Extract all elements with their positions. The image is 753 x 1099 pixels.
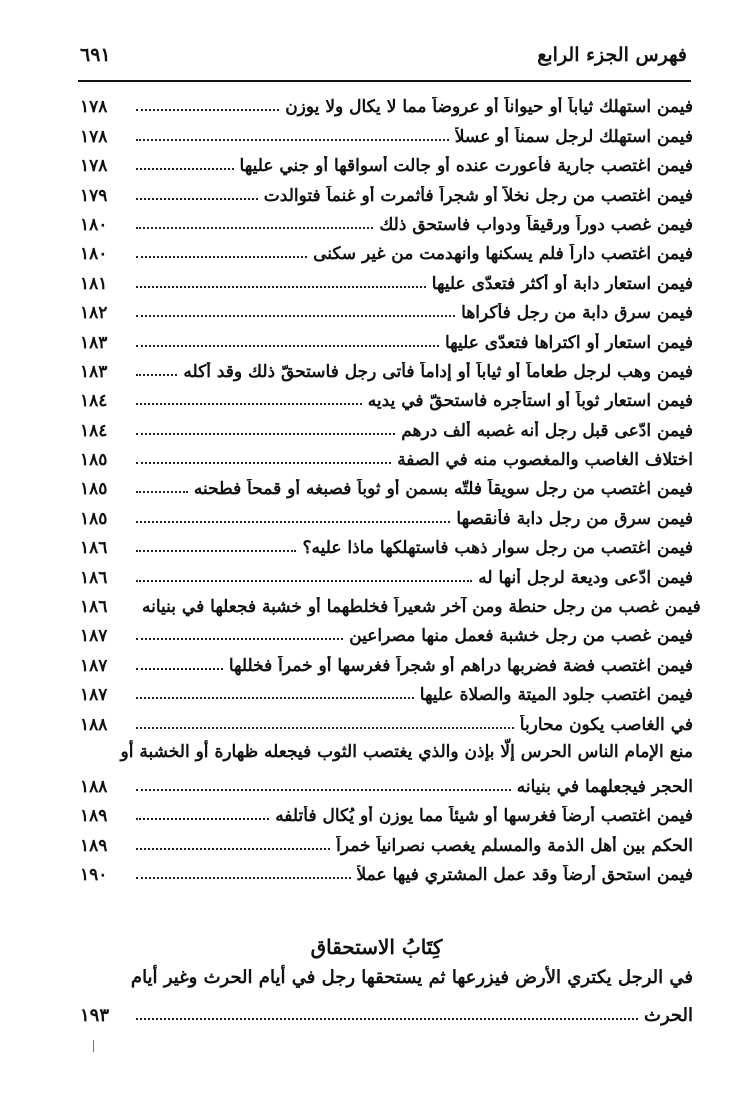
leader-dots [136,446,391,466]
entry-page-number: ١٨٨ [80,714,108,735]
entry-text: فيمن اغتصب من رجل نخلاً أو شجراً فأثمرت أو غنماً فتوالدت [263,185,693,206]
entry-page-number: ١٧٨ [80,156,108,177]
entry-page-number: ١٧٩ [80,185,108,206]
entry-text: فيمن غصب دوراً ورقيقاً ودواب فاستحق ذلك [379,214,693,235]
entry-page-number: ١٨٦ [80,597,108,618]
index-entry [80,441,693,470]
entry-text: فيمن استعار أو اكتراها فتعدّى عليها [444,332,693,353]
leader-dots [136,564,472,584]
entry-page-number: ١٨٧ [80,626,108,647]
leader-dots [136,773,511,793]
index-entry [80,676,693,705]
entry-text-line1: منع الإمام الناس الحرس إلّا بإذن والذي يغتصب الثوب فيجعله ظهارة أو الخشبة أو [120,741,693,762]
header-page-number: ٦٩١ [80,44,111,66]
entry-text: في الغاصب يكون محارباً [519,714,693,735]
entry-page-number: ١٨٣ [80,361,108,382]
index-entry [80,411,693,440]
index-entries [80,88,701,735]
index-entry [80,206,693,235]
entry-page-number: ١٩٠ [80,864,108,885]
leader-dots [136,1002,638,1022]
entry-page-number: ١٧٨ [80,97,108,118]
entry-row [80,767,693,797]
index-entry [80,264,693,293]
entry-text: فيمن اغتصب من رجل سويقاً فلتّه بسمن أو ثوباً فصبغه أو قمحاً فطحنه [193,479,693,500]
leader-dots [136,270,426,290]
leader-dots [136,681,414,701]
leader-dots [136,711,514,731]
leader-dots [136,240,307,260]
leader-dots [136,534,296,554]
index-entry [80,147,693,176]
index-entry [80,826,693,855]
margin-mark [93,1040,94,1052]
index-entries-continued [80,797,693,885]
entry-page-number: ١٨٠ [80,214,108,235]
entry-text: فيمن سرق من رجل دابة فأنقصها [456,508,693,529]
leader-dots [136,358,177,378]
entry-text: فيمن استهلك لرجل سمناً أو عسلاً [454,126,693,147]
index-entry [80,588,701,618]
entry-text: فيمن اغتصب أرضاً فغرسها أو شيئاً مما يوزن أو يُكال فأتلفه [275,806,693,827]
leader-dots [136,211,373,231]
entry-text: فيمن استهلك ثياباً أو حيواناً أو عروضاً مما لا يكال ولا يوزن [285,97,693,118]
leader-dots [136,622,343,642]
entry-page-number: ١٨٥ [80,450,108,471]
entry-text: اختلاف الغاصب والمغصوب منه في الصفة [397,450,693,471]
entry-text: الحكم بين أهل الذمة والمسلم يغصب نصرانياً خمراً [336,835,693,856]
entry-text: فيمن غصب من رجل خشبة فعمل منها مصراعين [349,626,693,647]
entry-text: فيمن اغتصب جارية فأعورت عنده أو جالت أسواقها أو جني عليها [239,156,693,177]
section-title: كِتَابُ الاستحقاق [310,935,443,959]
entry-page-number: ١٨٠ [80,244,108,265]
leader-dots [136,152,234,172]
entry-page-number: ١٨١ [80,273,108,294]
leader-dots [136,387,362,407]
entry-page-number: ١٨٩ [80,835,108,856]
entry-text: فيمن اغتصب جلود الميتة والصلاة عليها [419,685,693,706]
entry-text: فيمن استحق أرضاً وقد عمل المشتري فيها عملاً [356,864,693,885]
entry-text: فيمن ادّعى قبل رجل أنه غصبه ألف درهم [401,420,693,441]
index-entry [80,529,693,558]
leader-dots [136,802,269,822]
index-entry [80,646,693,675]
entry-page-number: ١٨٤ [80,420,108,441]
index-entry [80,235,693,264]
entry-text: فيمن اغتصب من رجل سوار ذهب فاستهلكها ماذا عليه؟ [302,538,693,559]
index-entry [80,499,693,528]
entry-page-number: ١٨٢ [80,303,108,324]
entry-page-number: ١٧٨ [80,126,108,147]
index-entry [80,856,693,885]
index-entry [80,382,693,411]
entry-text: فيمن وهب لرجل طعاماً أو ثياباً أو إداماً فأتى رجل فاستحقّ ذلك وقد أكله [183,361,693,382]
entry-text: فيمن غصب من رجل حنطة ومن آخر شعيراً فخلطهما أو خشبة فجعلها في بنيانه [142,597,701,618]
entry-page-number: ١٨٧ [80,655,108,676]
leader-dots [136,832,330,852]
entry-page-number: ١٨٥ [80,508,108,529]
entry-text: فيمن ادّعى وديعة لرجل أنها له [478,567,693,588]
index-entry [80,117,693,146]
entry-page-number: ١٩٣ [80,1005,110,1026]
header-title: فهرس الجزء الرابع [537,44,687,66]
leader-dots [136,93,279,113]
entry-text: فيمن استعار ثوباً أو استأجره فاستحقّ في يديه [367,391,693,412]
entry-page-number: ١٨٦ [80,567,108,588]
leader-dots [136,652,223,672]
entry-page-number: ١٨٩ [80,806,108,827]
index-entry [80,294,693,323]
index-entry [80,558,693,587]
entry-page-number: ١٨٦ [80,538,108,559]
entry-text-line1: في الرجل يكتري الأرض فيزرعها ثم يستحقها رجل في أيام الحرث وغير أيام [130,967,693,988]
page-header [78,40,691,82]
leader-dots [136,123,449,143]
entry-page-number: ١٨٧ [80,685,108,706]
index-entry [80,353,693,382]
entry-row [80,994,693,1026]
index-entry-final [80,962,693,1026]
leader-dots [136,417,395,437]
entry-text: فيمن استعار دابة أو أكثر فتعدّى عليها [431,273,693,294]
entry-text-line2: الحجر فيجعلهما في بنيانه [516,776,693,797]
entry-page-number: ١٨٤ [80,391,108,412]
entry-page-number: ١٨٨ [80,776,108,797]
leader-dots [136,329,439,349]
entry-text: فيمن سرق دابة من رجل فأكراها [461,303,693,324]
index-entry-multiline [80,737,693,797]
leader-dots [136,861,351,881]
index-entry [80,323,693,352]
index-entry [80,705,693,734]
entry-text-line2: الحرث [644,1005,693,1026]
leader-dots [136,505,450,525]
entry-page-number: ١٨٥ [80,479,108,500]
index-entry [80,176,693,205]
index-entry [80,88,693,117]
index-entry [80,470,693,499]
leader-dots [136,182,258,202]
entry-page-number: ١٨٣ [80,332,108,353]
entry-text: فيمن اغتصب فضة فضربها دراهم أو شجراً فغرسها أو خمراً فخللها [228,655,693,676]
leader-dots [136,299,455,319]
index-entry [80,797,693,826]
leader-dots [136,475,188,495]
entry-text: فيمن اغتصب داراً فلم يسكنها وانهدمت من غير سكنى [313,244,693,265]
index-entry [80,617,693,646]
